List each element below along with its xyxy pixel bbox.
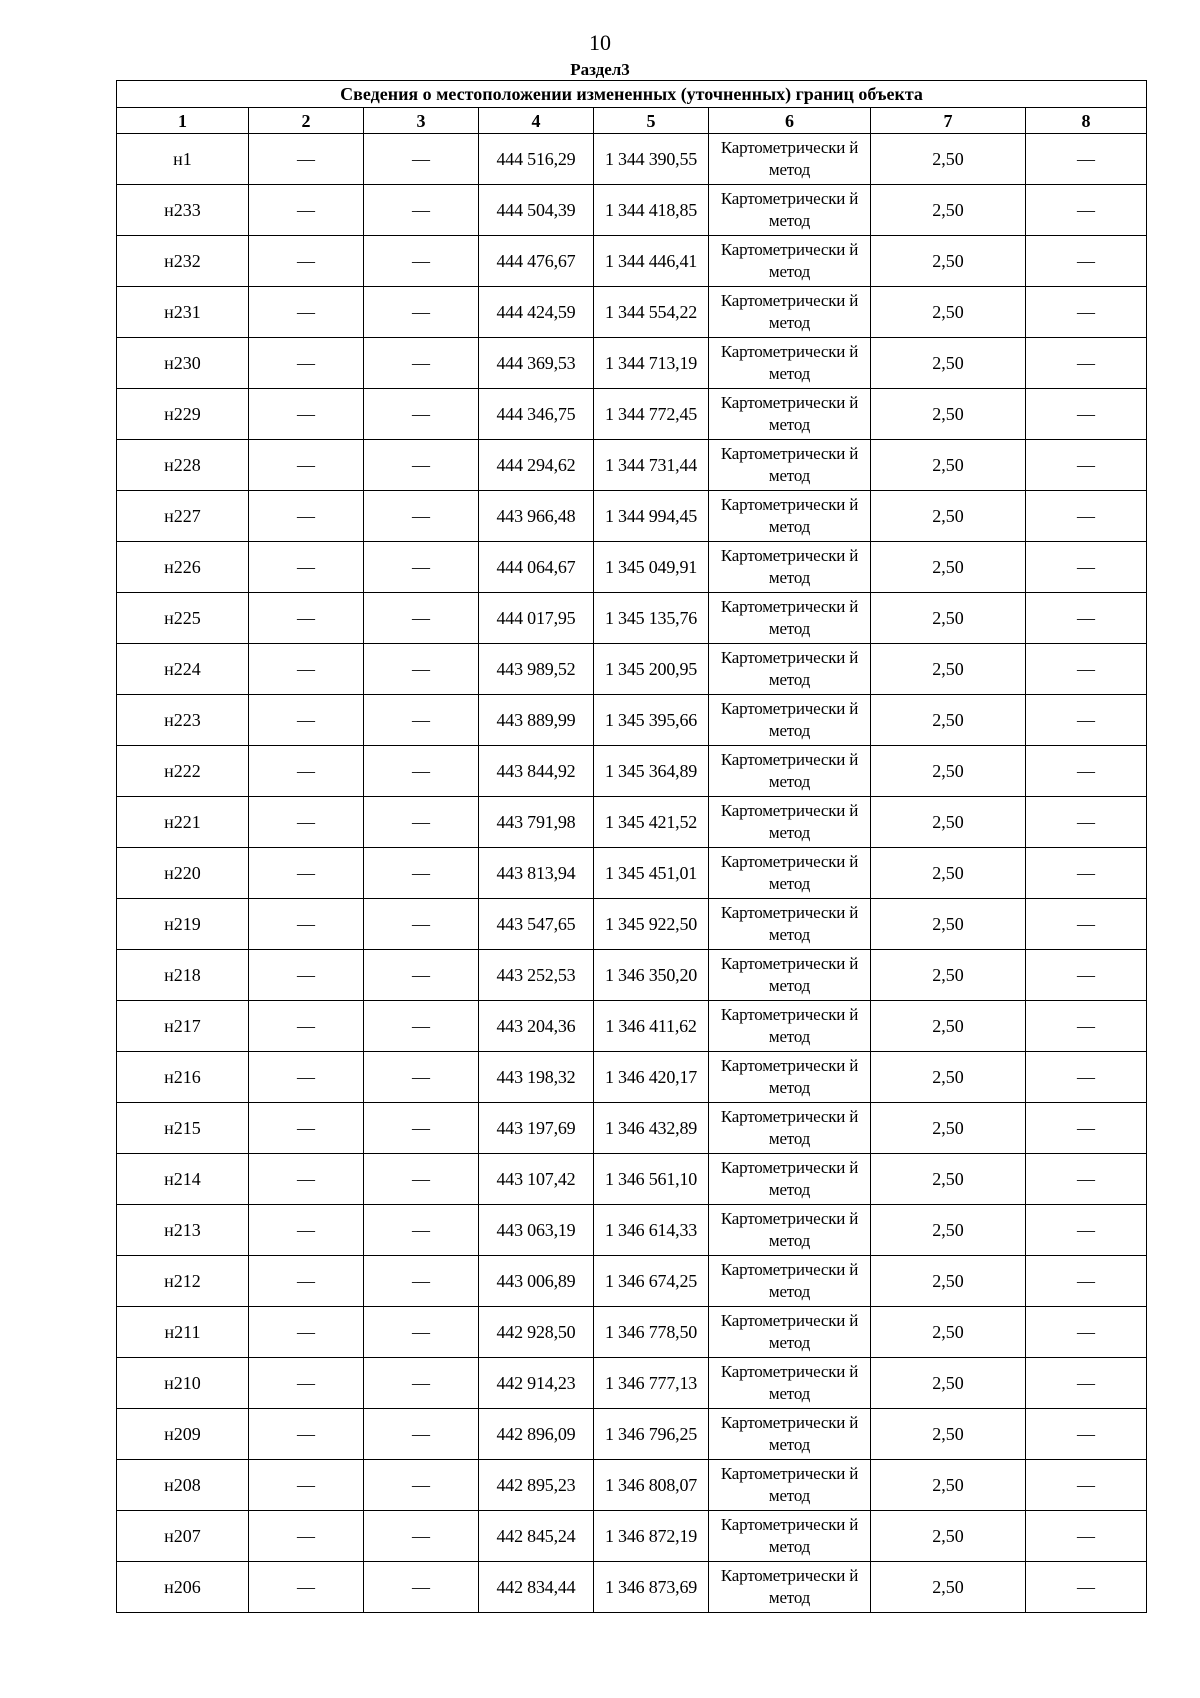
accuracy-cell: 2,50 xyxy=(871,287,1026,338)
method-cell: Картометрически й метод xyxy=(709,236,871,287)
empty-cell: — xyxy=(1026,644,1147,695)
empty-cell: — xyxy=(249,950,364,1001)
table-row xyxy=(117,593,1147,644)
table-row xyxy=(117,338,1147,389)
empty-cell: — xyxy=(1026,950,1147,1001)
empty-cell: — xyxy=(249,1001,364,1052)
accuracy-cell: 2,50 xyxy=(871,338,1026,389)
method-cell: Картометрически й метод xyxy=(709,1001,871,1052)
method-cell: Картометрически й метод xyxy=(709,185,871,236)
y-coordinate-cell: 1 344 994,45 xyxy=(594,491,709,542)
column-header: 5 xyxy=(594,108,709,134)
point-name-cell: н224 xyxy=(117,644,249,695)
method-cell: Картометрически й метод xyxy=(709,1154,871,1205)
empty-cell: — xyxy=(1026,1562,1147,1613)
y-coordinate-cell: 1 344 713,19 xyxy=(594,338,709,389)
empty-cell: — xyxy=(1026,1052,1147,1103)
accuracy-cell: 2,50 xyxy=(871,1205,1026,1256)
empty-cell: — xyxy=(1026,899,1147,950)
accuracy-cell: 2,50 xyxy=(871,1154,1026,1205)
x-coordinate-cell: 443 107,42 xyxy=(479,1154,594,1205)
empty-cell: — xyxy=(364,185,479,236)
empty-cell: — xyxy=(364,950,479,1001)
table-row xyxy=(117,185,1147,236)
point-name-cell: н223 xyxy=(117,695,249,746)
y-coordinate-cell: 1 344 390,55 xyxy=(594,134,709,185)
x-coordinate-cell: 442 928,50 xyxy=(479,1307,594,1358)
x-coordinate-cell: 443 198,32 xyxy=(479,1052,594,1103)
point-name-cell: н216 xyxy=(117,1052,249,1103)
y-coordinate-cell: 1 346 796,25 xyxy=(594,1409,709,1460)
empty-cell: — xyxy=(1026,1409,1147,1460)
empty-cell: — xyxy=(249,491,364,542)
empty-cell: — xyxy=(1026,1256,1147,1307)
empty-cell: — xyxy=(1026,593,1147,644)
method-cell: Картометрически й метод xyxy=(709,1256,871,1307)
point-name-cell: н211 xyxy=(117,1307,249,1358)
y-coordinate-cell: 1 346 872,19 xyxy=(594,1511,709,1562)
table-row xyxy=(117,491,1147,542)
y-coordinate-cell: 1 346 873,69 xyxy=(594,1562,709,1613)
method-cell: Картометрически й метод xyxy=(709,848,871,899)
empty-cell: — xyxy=(364,134,479,185)
x-coordinate-cell: 443 791,98 xyxy=(479,797,594,848)
x-coordinate-cell: 444 424,59 xyxy=(479,287,594,338)
method-cell: Картометрически й метод xyxy=(709,440,871,491)
method-cell: Картометрически й метод xyxy=(709,1562,871,1613)
x-coordinate-cell: 442 895,23 xyxy=(479,1460,594,1511)
table-body xyxy=(117,134,1147,1613)
empty-cell: — xyxy=(249,338,364,389)
empty-cell: — xyxy=(364,1511,479,1562)
y-coordinate-cell: 1 345 395,66 xyxy=(594,695,709,746)
accuracy-cell: 2,50 xyxy=(871,950,1026,1001)
empty-cell: — xyxy=(1026,1460,1147,1511)
page-number: 10 xyxy=(589,30,611,55)
point-name-cell: н219 xyxy=(117,899,249,950)
empty-cell: — xyxy=(249,1307,364,1358)
empty-cell: — xyxy=(364,1103,479,1154)
y-coordinate-cell: 1 346 674,25 xyxy=(594,1256,709,1307)
accuracy-cell: 2,50 xyxy=(871,134,1026,185)
empty-cell: — xyxy=(249,1256,364,1307)
point-name-cell: н228 xyxy=(117,440,249,491)
empty-cell: — xyxy=(1026,1001,1147,1052)
empty-cell: — xyxy=(1026,134,1147,185)
y-coordinate-cell: 1 345 421,52 xyxy=(594,797,709,848)
y-coordinate-cell: 1 345 135,76 xyxy=(594,593,709,644)
empty-cell: — xyxy=(1026,797,1147,848)
empty-cell: — xyxy=(1026,1103,1147,1154)
accuracy-cell: 2,50 xyxy=(871,440,1026,491)
empty-cell: — xyxy=(364,491,479,542)
x-coordinate-cell: 443 889,99 xyxy=(479,695,594,746)
column-header: 4 xyxy=(479,108,594,134)
point-name-cell: н220 xyxy=(117,848,249,899)
method-cell: Картометрически й метод xyxy=(709,389,871,440)
accuracy-cell: 2,50 xyxy=(871,695,1026,746)
empty-cell: — xyxy=(249,848,364,899)
point-name-cell: н232 xyxy=(117,236,249,287)
point-name-cell: н221 xyxy=(117,797,249,848)
x-coordinate-cell: 443 197,69 xyxy=(479,1103,594,1154)
method-cell: Картометрически й метод xyxy=(709,1052,871,1103)
table-row xyxy=(117,644,1147,695)
accuracy-cell: 2,50 xyxy=(871,236,1026,287)
empty-cell: — xyxy=(364,1256,479,1307)
empty-cell: — xyxy=(364,1460,479,1511)
empty-cell: — xyxy=(364,287,479,338)
table-row xyxy=(117,1103,1147,1154)
table-row xyxy=(117,1205,1147,1256)
y-coordinate-cell: 1 346 432,89 xyxy=(594,1103,709,1154)
empty-cell: — xyxy=(249,1358,364,1409)
x-coordinate-cell: 444 064,67 xyxy=(479,542,594,593)
table-row xyxy=(117,950,1147,1001)
accuracy-cell: 2,50 xyxy=(871,1052,1026,1103)
table-row xyxy=(117,1460,1147,1511)
accuracy-cell: 2,50 xyxy=(871,1562,1026,1613)
method-cell: Картометрически й метод xyxy=(709,899,871,950)
table-row xyxy=(117,134,1147,185)
method-cell: Картометрически й метод xyxy=(709,1103,871,1154)
table-row xyxy=(117,1256,1147,1307)
x-coordinate-cell: 442 834,44 xyxy=(479,1562,594,1613)
method-cell: Картометрически й метод xyxy=(709,644,871,695)
point-name-cell: н222 xyxy=(117,746,249,797)
empty-cell: — xyxy=(1026,1307,1147,1358)
accuracy-cell: 2,50 xyxy=(871,593,1026,644)
point-name-cell: н218 xyxy=(117,950,249,1001)
point-name-cell: н209 xyxy=(117,1409,249,1460)
method-cell: Картометрически й метод xyxy=(709,695,871,746)
table-row xyxy=(117,848,1147,899)
y-coordinate-cell: 1 346 420,17 xyxy=(594,1052,709,1103)
y-coordinate-cell: 1 345 200,95 xyxy=(594,644,709,695)
y-coordinate-cell: 1 345 049,91 xyxy=(594,542,709,593)
empty-cell: — xyxy=(364,593,479,644)
point-name-cell: н230 xyxy=(117,338,249,389)
column-header: 2 xyxy=(249,108,364,134)
x-coordinate-cell: 443 813,94 xyxy=(479,848,594,899)
column-header: 1 xyxy=(117,108,249,134)
x-coordinate-cell: 443 989,52 xyxy=(479,644,594,695)
empty-cell: — xyxy=(364,1358,479,1409)
y-coordinate-cell: 1 346 614,33 xyxy=(594,1205,709,1256)
empty-cell: — xyxy=(1026,236,1147,287)
empty-cell: — xyxy=(249,542,364,593)
table-row xyxy=(117,1409,1147,1460)
boundary-coordinates-table xyxy=(116,80,1147,1613)
empty-cell: — xyxy=(364,1409,479,1460)
point-name-cell: н229 xyxy=(117,389,249,440)
x-coordinate-cell: 442 914,23 xyxy=(479,1358,594,1409)
empty-cell: — xyxy=(364,236,479,287)
empty-cell: — xyxy=(364,746,479,797)
x-coordinate-cell: 444 369,53 xyxy=(479,338,594,389)
y-coordinate-cell: 1 344 554,22 xyxy=(594,287,709,338)
accuracy-cell: 2,50 xyxy=(871,1460,1026,1511)
table-row xyxy=(117,236,1147,287)
method-cell: Картометрически й метод xyxy=(709,1358,871,1409)
point-name-cell: н215 xyxy=(117,1103,249,1154)
y-coordinate-cell: 1 346 808,07 xyxy=(594,1460,709,1511)
empty-cell: — xyxy=(364,848,479,899)
table-row xyxy=(117,1511,1147,1562)
x-coordinate-cell: 444 294,62 xyxy=(479,440,594,491)
empty-cell: — xyxy=(364,899,479,950)
empty-cell: — xyxy=(249,797,364,848)
empty-cell: — xyxy=(364,644,479,695)
y-coordinate-cell: 1 345 922,50 xyxy=(594,899,709,950)
point-name-cell: н231 xyxy=(117,287,249,338)
method-cell: Картометрически й метод xyxy=(709,1511,871,1562)
x-coordinate-cell: 443 844,92 xyxy=(479,746,594,797)
empty-cell: — xyxy=(249,1205,364,1256)
y-coordinate-cell: 1 344 731,44 xyxy=(594,440,709,491)
x-coordinate-cell: 444 504,39 xyxy=(479,185,594,236)
method-cell: Картометрически й метод xyxy=(709,134,871,185)
empty-cell: — xyxy=(249,1562,364,1613)
table-row xyxy=(117,287,1147,338)
empty-cell: — xyxy=(249,1460,364,1511)
accuracy-cell: 2,50 xyxy=(871,644,1026,695)
empty-cell: — xyxy=(364,1205,479,1256)
table-row xyxy=(117,1052,1147,1103)
y-coordinate-cell: 1 346 778,50 xyxy=(594,1307,709,1358)
point-name-cell: н225 xyxy=(117,593,249,644)
point-name-cell: н207 xyxy=(117,1511,249,1562)
point-name-cell: н233 xyxy=(117,185,249,236)
table-row xyxy=(117,1001,1147,1052)
empty-cell: — xyxy=(249,389,364,440)
empty-cell: — xyxy=(364,1562,479,1613)
empty-cell: — xyxy=(1026,848,1147,899)
point-name-cell: н206 xyxy=(117,1562,249,1613)
empty-cell: — xyxy=(249,287,364,338)
x-coordinate-cell: 443 252,53 xyxy=(479,950,594,1001)
empty-cell: — xyxy=(1026,389,1147,440)
y-coordinate-cell: 1 345 364,89 xyxy=(594,746,709,797)
accuracy-cell: 2,50 xyxy=(871,848,1026,899)
accuracy-cell: 2,50 xyxy=(871,491,1026,542)
accuracy-cell: 2,50 xyxy=(871,1409,1026,1460)
empty-cell: — xyxy=(364,338,479,389)
method-cell: Картометрически й метод xyxy=(709,950,871,1001)
point-name-cell: н213 xyxy=(117,1205,249,1256)
empty-cell: — xyxy=(1026,746,1147,797)
table-row xyxy=(117,1562,1147,1613)
y-coordinate-cell: 1 344 772,45 xyxy=(594,389,709,440)
y-coordinate-cell: 1 346 561,10 xyxy=(594,1154,709,1205)
empty-cell: — xyxy=(249,440,364,491)
y-coordinate-cell: 1 346 350,20 xyxy=(594,950,709,1001)
table-caption: Сведения о местоположении измененных (уточненных) границ объекта xyxy=(117,81,1147,108)
empty-cell: — xyxy=(249,134,364,185)
empty-cell: — xyxy=(1026,338,1147,389)
empty-cell: — xyxy=(364,440,479,491)
column-header: 6 xyxy=(709,108,871,134)
accuracy-cell: 2,50 xyxy=(871,389,1026,440)
x-coordinate-cell: 443 063,19 xyxy=(479,1205,594,1256)
empty-cell: — xyxy=(364,695,479,746)
method-cell: Картометрически й метод xyxy=(709,491,871,542)
method-cell: Картометрически й метод xyxy=(709,1307,871,1358)
empty-cell: — xyxy=(249,644,364,695)
empty-cell: — xyxy=(364,389,479,440)
y-coordinate-cell: 1 344 418,85 xyxy=(594,185,709,236)
empty-cell: — xyxy=(1026,440,1147,491)
y-coordinate-cell: 1 344 446,41 xyxy=(594,236,709,287)
empty-cell: — xyxy=(249,236,364,287)
accuracy-cell: 2,50 xyxy=(871,797,1026,848)
empty-cell: — xyxy=(249,1154,364,1205)
point-name-cell: н212 xyxy=(117,1256,249,1307)
empty-cell: — xyxy=(364,1052,479,1103)
method-cell: Картометрически й метод xyxy=(709,1205,871,1256)
column-header: 3 xyxy=(364,108,479,134)
accuracy-cell: 2,50 xyxy=(871,1001,1026,1052)
column-number-row xyxy=(117,108,1147,134)
method-cell: Картометрически й метод xyxy=(709,338,871,389)
accuracy-cell: 2,50 xyxy=(871,1358,1026,1409)
empty-cell: — xyxy=(364,797,479,848)
table-row xyxy=(117,1154,1147,1205)
accuracy-cell: 2,50 xyxy=(871,542,1026,593)
x-coordinate-cell: 444 017,95 xyxy=(479,593,594,644)
section-title: Раздел3 xyxy=(570,60,630,79)
empty-cell: — xyxy=(364,1307,479,1358)
point-name-cell: н217 xyxy=(117,1001,249,1052)
x-coordinate-cell: 442 896,09 xyxy=(479,1409,594,1460)
y-coordinate-cell: 1 346 411,62 xyxy=(594,1001,709,1052)
column-header: 7 xyxy=(871,108,1026,134)
empty-cell: — xyxy=(249,1511,364,1562)
empty-cell: — xyxy=(249,1103,364,1154)
x-coordinate-cell: 443 547,65 xyxy=(479,899,594,950)
empty-cell: — xyxy=(1026,1154,1147,1205)
table-row xyxy=(117,389,1147,440)
empty-cell: — xyxy=(1026,185,1147,236)
method-cell: Картометрически й метод xyxy=(709,287,871,338)
accuracy-cell: 2,50 xyxy=(871,1103,1026,1154)
table-row xyxy=(117,746,1147,797)
point-name-cell: н210 xyxy=(117,1358,249,1409)
empty-cell: — xyxy=(364,542,479,593)
table-row xyxy=(117,542,1147,593)
empty-cell: — xyxy=(249,1409,364,1460)
x-coordinate-cell: 443 006,89 xyxy=(479,1256,594,1307)
y-coordinate-cell: 1 346 777,13 xyxy=(594,1358,709,1409)
x-coordinate-cell: 444 516,29 xyxy=(479,134,594,185)
x-coordinate-cell: 444 476,67 xyxy=(479,236,594,287)
accuracy-cell: 2,50 xyxy=(871,1511,1026,1562)
accuracy-cell: 2,50 xyxy=(871,899,1026,950)
x-coordinate-cell: 444 346,75 xyxy=(479,389,594,440)
empty-cell: — xyxy=(364,1154,479,1205)
point-name-cell: н214 xyxy=(117,1154,249,1205)
x-coordinate-cell: 443 204,36 xyxy=(479,1001,594,1052)
method-cell: Картометрически й метод xyxy=(709,1460,871,1511)
method-cell: Картометрически й метод xyxy=(709,1409,871,1460)
empty-cell: — xyxy=(249,593,364,644)
empty-cell: — xyxy=(1026,1358,1147,1409)
empty-cell: — xyxy=(249,1052,364,1103)
accuracy-cell: 2,50 xyxy=(871,1256,1026,1307)
empty-cell: — xyxy=(1026,542,1147,593)
accuracy-cell: 2,50 xyxy=(871,1307,1026,1358)
table-row xyxy=(117,1358,1147,1409)
empty-cell: — xyxy=(1026,1205,1147,1256)
method-cell: Картометрически й метод xyxy=(709,746,871,797)
empty-cell: — xyxy=(1026,695,1147,746)
point-name-cell: н227 xyxy=(117,491,249,542)
table-row xyxy=(117,899,1147,950)
table-row xyxy=(117,1307,1147,1358)
x-coordinate-cell: 442 845,24 xyxy=(479,1511,594,1562)
empty-cell: — xyxy=(249,899,364,950)
column-header: 8 xyxy=(1026,108,1147,134)
method-cell: Картометрически й метод xyxy=(709,797,871,848)
accuracy-cell: 2,50 xyxy=(871,746,1026,797)
y-coordinate-cell: 1 345 451,01 xyxy=(594,848,709,899)
empty-cell: — xyxy=(364,1001,479,1052)
point-name-cell: н208 xyxy=(117,1460,249,1511)
point-name-cell: н1 xyxy=(117,134,249,185)
empty-cell: — xyxy=(1026,491,1147,542)
empty-cell: — xyxy=(1026,287,1147,338)
table-row xyxy=(117,440,1147,491)
x-coordinate-cell: 443 966,48 xyxy=(479,491,594,542)
accuracy-cell: 2,50 xyxy=(871,185,1026,236)
method-cell: Картометрически й метод xyxy=(709,593,871,644)
empty-cell: — xyxy=(249,746,364,797)
table-row xyxy=(117,797,1147,848)
point-name-cell: н226 xyxy=(117,542,249,593)
empty-cell: — xyxy=(249,695,364,746)
empty-cell: — xyxy=(249,185,364,236)
empty-cell: — xyxy=(1026,1511,1147,1562)
method-cell: Картометрически й метод xyxy=(709,542,871,593)
table-row xyxy=(117,695,1147,746)
